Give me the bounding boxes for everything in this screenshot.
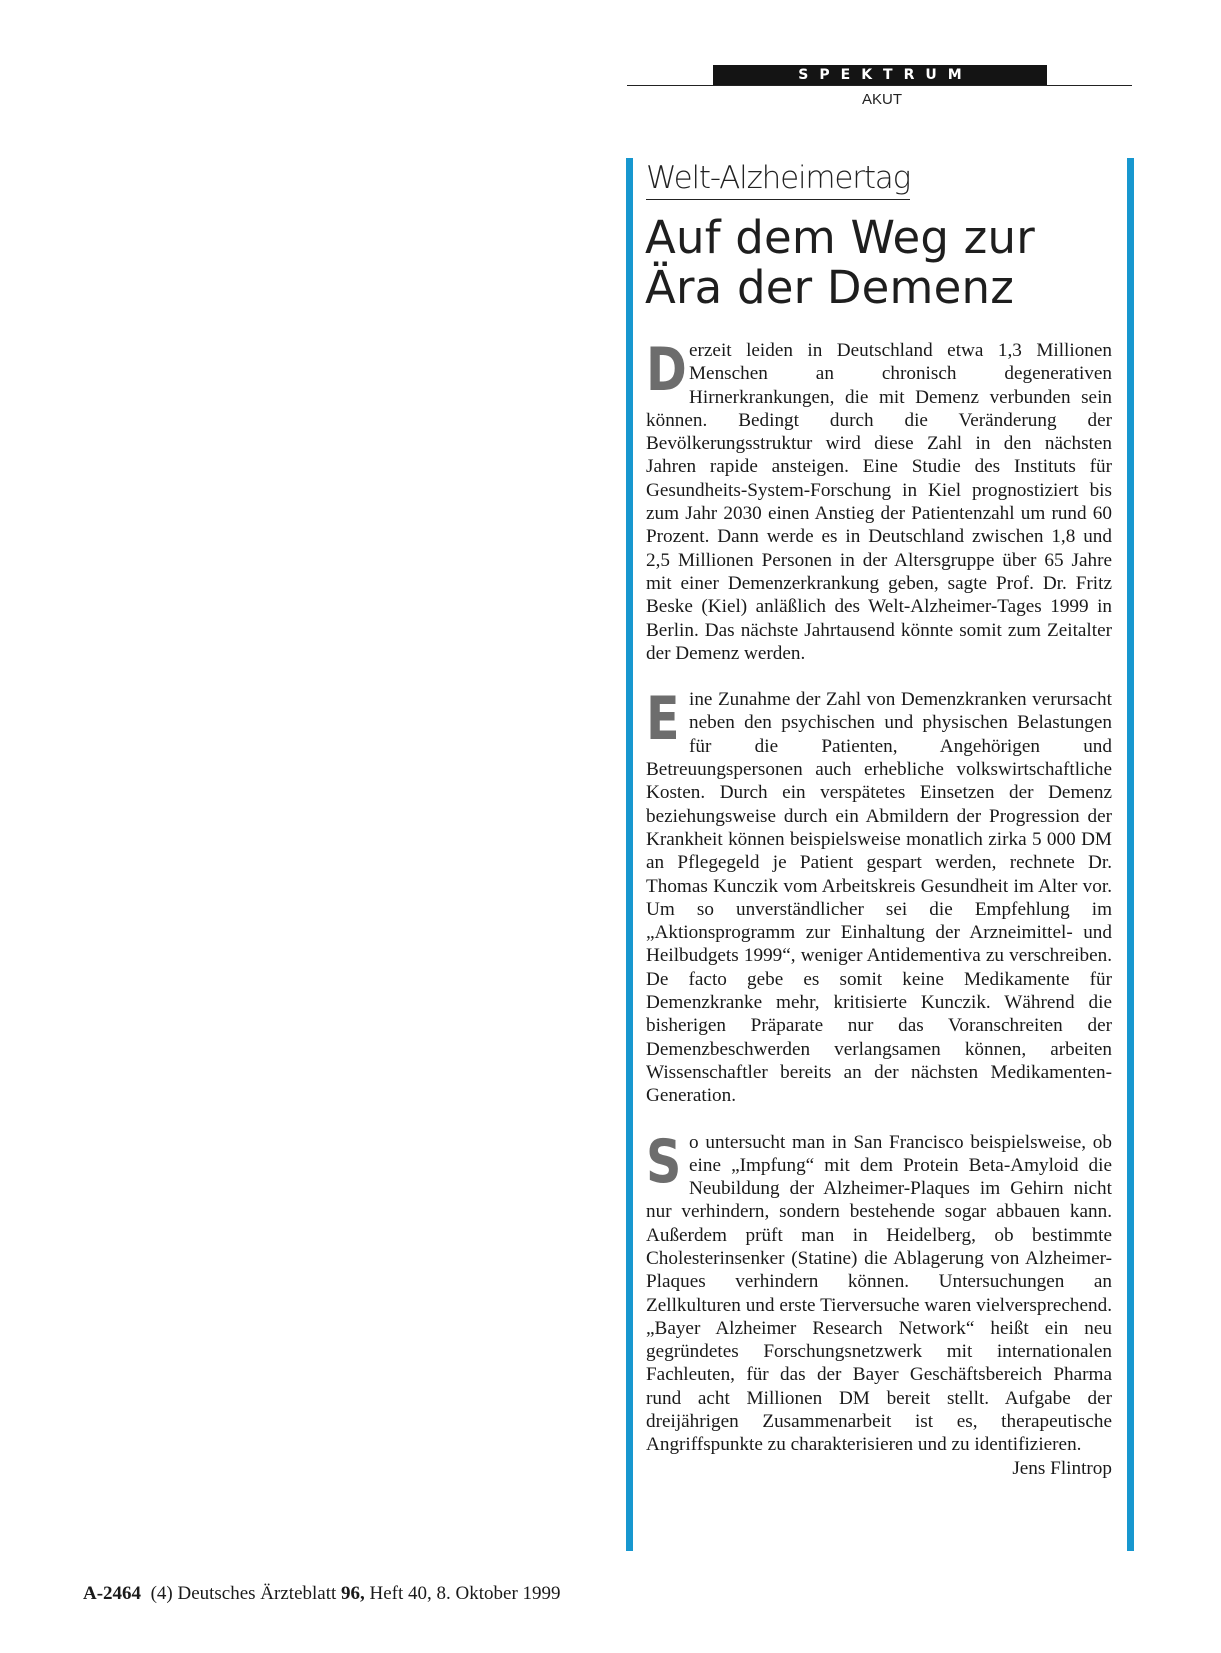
dropcap-d: D [646,335,687,405]
paragraph-text: o untersucht man in San Francisco beispielsweise, ob eine „Impfung“ mit dem Protein Beta-Amyloid die Neubildung der Alzheimer-Plaques im Gehirn nicht nur verhindern, sondern bestehende sogar abbauen kann. Außerdem prüft man in Heidelberg, ob bestimmte Cholesterinsenker (Statine) die Ablagerung von Alzheimer-Plaques verhindern können. Untersuchungen an Zellkulturen und erste Tierversuche waren vielversprechend. „Bayer Alzheimer Research Network“ heißt ein neu gegründetes Forschungsnetzwerk mit internationalen Fachleuten, für das der Bayer Geschäftsbereich Pharma rund acht Millionen DM bereit stellt. Aufgabe der dreijährigen Zusammenarbeit ist es, therapeutische Angriffspunkte zu charakterisieren und zu identifizieren. [646,1131,1112,1456]
dropcap-e: E [646,684,680,755]
paragraph-text: ine Zunahme der Zahl von Demenzkranken verursacht neben den psychischen und physischen Belastungen für die Patienten, Angehörigen und Betreuungspersonen auch erhebliche volkswirtschaftliche Kosten. Durch ein verspätetes Einsetzen der Demenz beziehungsweise durch ein Abmildern der Progression der Krankheit können beispielsweise monatlich zirka 5 000 DM an Pflegegeld je Patient gespart werden, rechnete Dr. Thomas Kunczik vom Arbeitskreis Gesundheit im Alter vor. Um so unverständlicher sei die Empfehlung im „Aktionsprogramm zur Einhaltung der Arzneimittel- und Heilbudgets 1999“, weniger Antidementiva zu verschreiben. De facto gebe es somit keine Medikamente für Demenzkranke mehr, kritisierte Kunczik. Während die bisherigen Präparate nur das Voranschreiten der Demenzbeschwerden verlangsamen können, arbeiten Wissenschaftler bereits an der nächsten Medikamenten-Generation. [646,689,1112,1107]
author-signoff: Jens Flintrop [1012,1457,1112,1479]
issue-date: Heft 40, 8. Oktober 1999 [369,1583,561,1604]
article-kicker: Welt-Alzheimertag [646,158,910,200]
article-body [646,335,1112,1480]
journal-volume: 96, [341,1583,365,1604]
page-footer [83,1583,561,1605]
section-rule [627,85,1132,86]
accent-bar-right [1127,158,1134,1551]
paragraph-2 [646,684,1112,1107]
section-label: SPEKTRUM [713,65,1047,85]
article-headline: Auf dem Weg zur Ära der Demenz [645,211,1035,314]
paragraph-3 [646,1126,1112,1479]
paragraph-text: erzeit leiden in Deutschland etwa 1,3 Millionen Menschen an chronisch degenerativen Hirnerkrankungen, die mit Demenz verbunden sein können. Bedingt durch die Veränderung der Bevölkerungsstruktur wird diese Zahl in den nächsten Jahren rapide ansteigen. Eine Studie des Instituts für Gesundheits-System-Forschung in Kiel prognostiziert bis zum Jahr 2030 einen Anstieg der Patientenzahl um rund 60 Prozent. Dann werde es in Deutschland zwischen 1,8 und 2,5 Millionen Personen in der Altersgruppe über 65 Jahre mit einer Demenzerkrankung geben, sagte Prof. Dr. Fritz Beske (Kiel) anläßlich des Welt-Alzheimer-Tages 1999 in Berlin. Das nächste Jahrtausend könnte somit zum Zeitalter der Demenz werden. [646,340,1112,664]
article-box [626,158,1134,1551]
page-id: A-2464 [83,1583,142,1604]
journal-name: Deutsches Ärzteblatt [177,1583,337,1604]
section-sublabel: AKUT [861,91,902,108]
accent-bar-left [626,158,633,1551]
dropcap-s: S [646,1126,682,1197]
paragraph-1 [646,335,1112,665]
page-number: (4) [150,1583,173,1604]
